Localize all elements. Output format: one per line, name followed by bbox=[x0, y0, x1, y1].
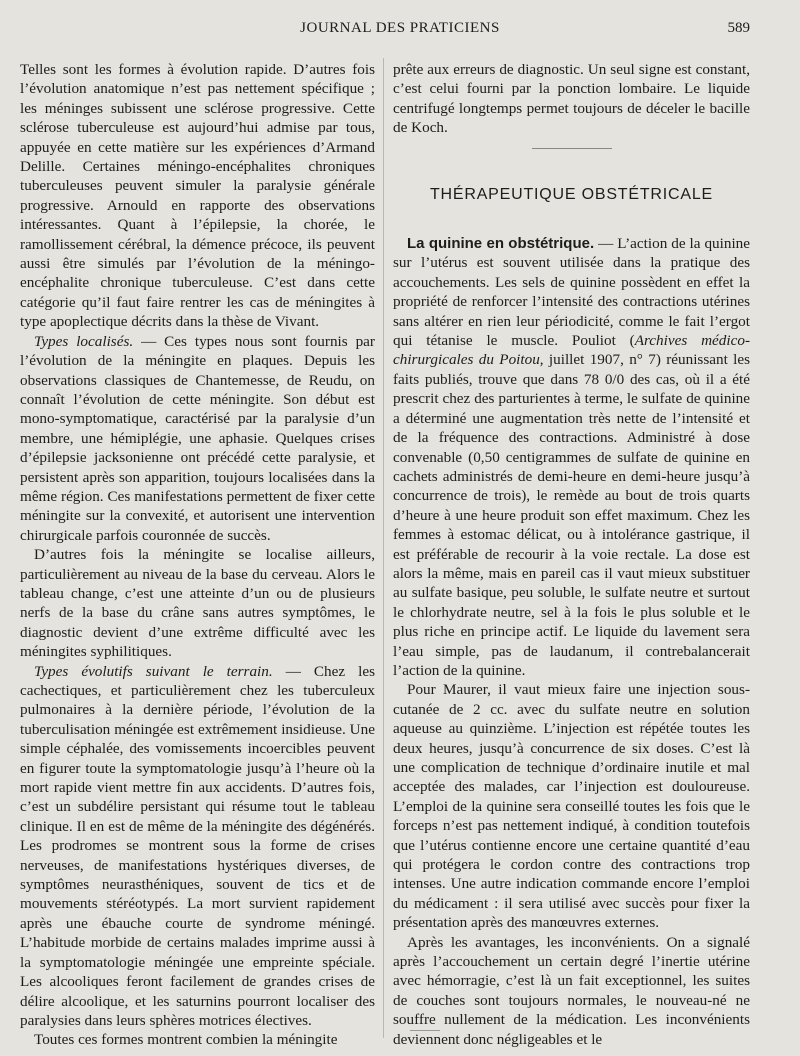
paragraph-text: — Chez les cachectiques, et particulièrement chez les tuberculeux pulmonaires à la dernière période, l’évolution de la tuberculisation méningée est extrêmement insidieuse. Une simple céphalée, des vomissements incoercibles peuvent en figurer toute la symptomatologie jusqu’à l’heure où la mort rapide vient mettre fin aux accidents. D’autres fois, c’est un subdélire persistant qui résume tout le tableau clinique. Il en est de même de la méningite des dégénérés. Les prodromes se montrent sous la forme de crises nerveuses, de manifestations hystériques diverses, de symptômes neurasthéniques, souvent de tics et de mouvements stéréotypés. La mort survient rapidement après une ébauche courte de syndrome méningé. L’habitude morbide de certains malades imprime aussi à la symptomatologie méningée une empreinte spéciale. Les alcooliques feront facilement de grandes crises de délire alcoolique, et les saturnins pourront localiser des paralysies dans leurs sphères motrices électives. bbox=[20, 662, 375, 1029]
right-column bbox=[393, 60, 750, 1049]
paragraph: D’autres fois la méningite se localise ailleurs, particulièrement au niveau de la base du cerveau. Alors le tableau change, c’est une atteinte d’un ou de plusieurs nerfs de la base du crâne sans autres symptômes, le diagnostic devient d’une extrême difficulté avec les méningites syphilitiques. bbox=[20, 546, 375, 661]
page-number: 589 bbox=[727, 20, 750, 36]
paragraph-types-evolutifs bbox=[20, 662, 375, 1031]
paragraph: Telles sont les formes à évolution rapide. D’autres fois l’évolution anatomique n’est pas nettement spécifique ; les méninges subissent une sclérose progressive. Cette sclérose tuberculeuse est aujourd’hui admise par tous, appuyée en cette matière sur les expériences d’Armand Delille. Certaines méningo-encéphalites chroniques tuberculeuses peuvent simuler la paralysie générale progressive. Arnould en rapporte des observations intéressantes. Quant à l’épilepsie, la chorée, le ramollissement cérébral, la démence précoce, ils peuvent aussi être simulés par l’évolution de la méningo-encéphalite chronique tuberculeuse. C’est dans cette catégorie qu’il faut faire rentrer les cas de méningites à type apoplectique décrits dans la thèse de Vivant. bbox=[20, 61, 375, 331]
paragraph: Toutes ces formes montrent combien la méningite bbox=[34, 1031, 338, 1049]
paragraph: prête aux erreurs de diagnostic. Un seul signe est constant, c’est celui fourni par la ponction lombaire. Le liquide centrifugé longtemps permet toujours de déceler le bacille de Koch. bbox=[393, 61, 750, 137]
subheading: Types localisés. bbox=[34, 332, 134, 350]
left-column bbox=[20, 60, 375, 1050]
journal-title: JOURNAL DES PRATICIENS bbox=[300, 20, 500, 36]
article-heading: La quinine en obstétrique. bbox=[407, 235, 595, 253]
separator-rule bbox=[532, 148, 612, 149]
paragraph-quinine bbox=[393, 234, 750, 680]
section-title: THÉRAPEUTIQUE OBSTÉTRICALE bbox=[429, 185, 714, 203]
paragraph-text: — L’action de la quinine sur l’utérus est souvent utilisée dans la pratique des accouchements. Les sels de quinine possèdent en effet la propriété de renforcer l’intensité des contractions utérines sans altérer en rien leur périodicité, comme le fait l’ergot qui tétanise le muscle. Pouliot ( bbox=[393, 235, 750, 350]
footer-mark bbox=[410, 1030, 440, 1031]
column-divider bbox=[383, 58, 384, 1038]
paragraph: Après les avantages, les inconvénients. On a signalé après l’accouchement un certain degré l’inertie utérine avec hémorragie, c’est là un fait exceptionnel, les suites de couches sont toujours normales, le nouveau-né ne souffre nullement de la médication. Les inconvénients deviennent donc négligeables et le bbox=[393, 933, 750, 1048]
page-header bbox=[18, 18, 782, 44]
paragraph-text: — Ces types nous sont fournis par l’évolution de la méningite en plaques. Depuis les observations classiques de Chantemesse, de Reudu, on connaît l’évolution de cette méningite. Son début est mono-symptomatique, caractérisé par la paralysie d’un membre, une hémiplégie, une aphasie. Quelques crises d’épilepsie jacksonienne ont précédé cette paralysie, et persistent après son apparition, toujours localisées dans la même région. Ces manifestations permettent de fixer cette méningite sur la convexité, et autorisent une intervention chirurgicale parfois couronnée de succès. bbox=[20, 332, 375, 544]
citation: Archives médico-chirurgicales du Poitou bbox=[393, 332, 751, 369]
subheading: Types évolutifs suivant le terrain. bbox=[34, 662, 273, 680]
paragraph: Pour Maurer, il vaut mieux faire une injection sous-cutanée de 2 cc. avec du sulfate neutre en solution aqueuse au quinzième. L’injection est répétée toutes les deux heures, jusqu’à concurrence de six doses. C’est là une complication de technique d’ordinaire inutile et mal acceptée des malades, car l’injection est douloureuse. L’emploi de la quinine sera conseillé toutes les fois que le forceps n’est pas nettement indiqué, à condition toutefois que l’utérus contienne encore une certaine quantité d’eau qui protégera le cordon contre des contractions trop intenses. Une autre indication commande encore l’emploi du médicament : il sera utilisé avec succès pour fixer la présentation après des manœuvres externes. bbox=[393, 681, 750, 932]
paragraph-text: , juillet 1907, n° 7) réunissant les faits publiés, trouve que dans 78 0/0 des cas, où il a été prescrit chez des parturientes à terme, le sulfate de quinine a déterminé une augmentation très nette de l’intensité et de la fréquence des contractions. Administré à dose convenable (0,50 centigrammes de sulfate de quinine en cachets administrés de demi-heure en demi-heure jusqu’à concurrence de trois), le remède au bout de trois quarts d’heure à une heure produit son effet maximum. Chez les femmes à estomac délicat, ou à intolérance gastrique, il est préférable de recourir à la voie rectale. La dose est alors la même, mais en pareil cas il vaut mieux substituer au sulfate basique, peu soluble, le sulfate neutre et surtout le chlorhydrate neutre, sel à la fois le plus soluble et le plus riche en principe actif. Le liquide du lavement sera l’eau simple, pas de laudanum, il contrebalancerait l’action de la quinine. bbox=[393, 351, 751, 679]
paragraph-types-localises bbox=[20, 332, 375, 545]
